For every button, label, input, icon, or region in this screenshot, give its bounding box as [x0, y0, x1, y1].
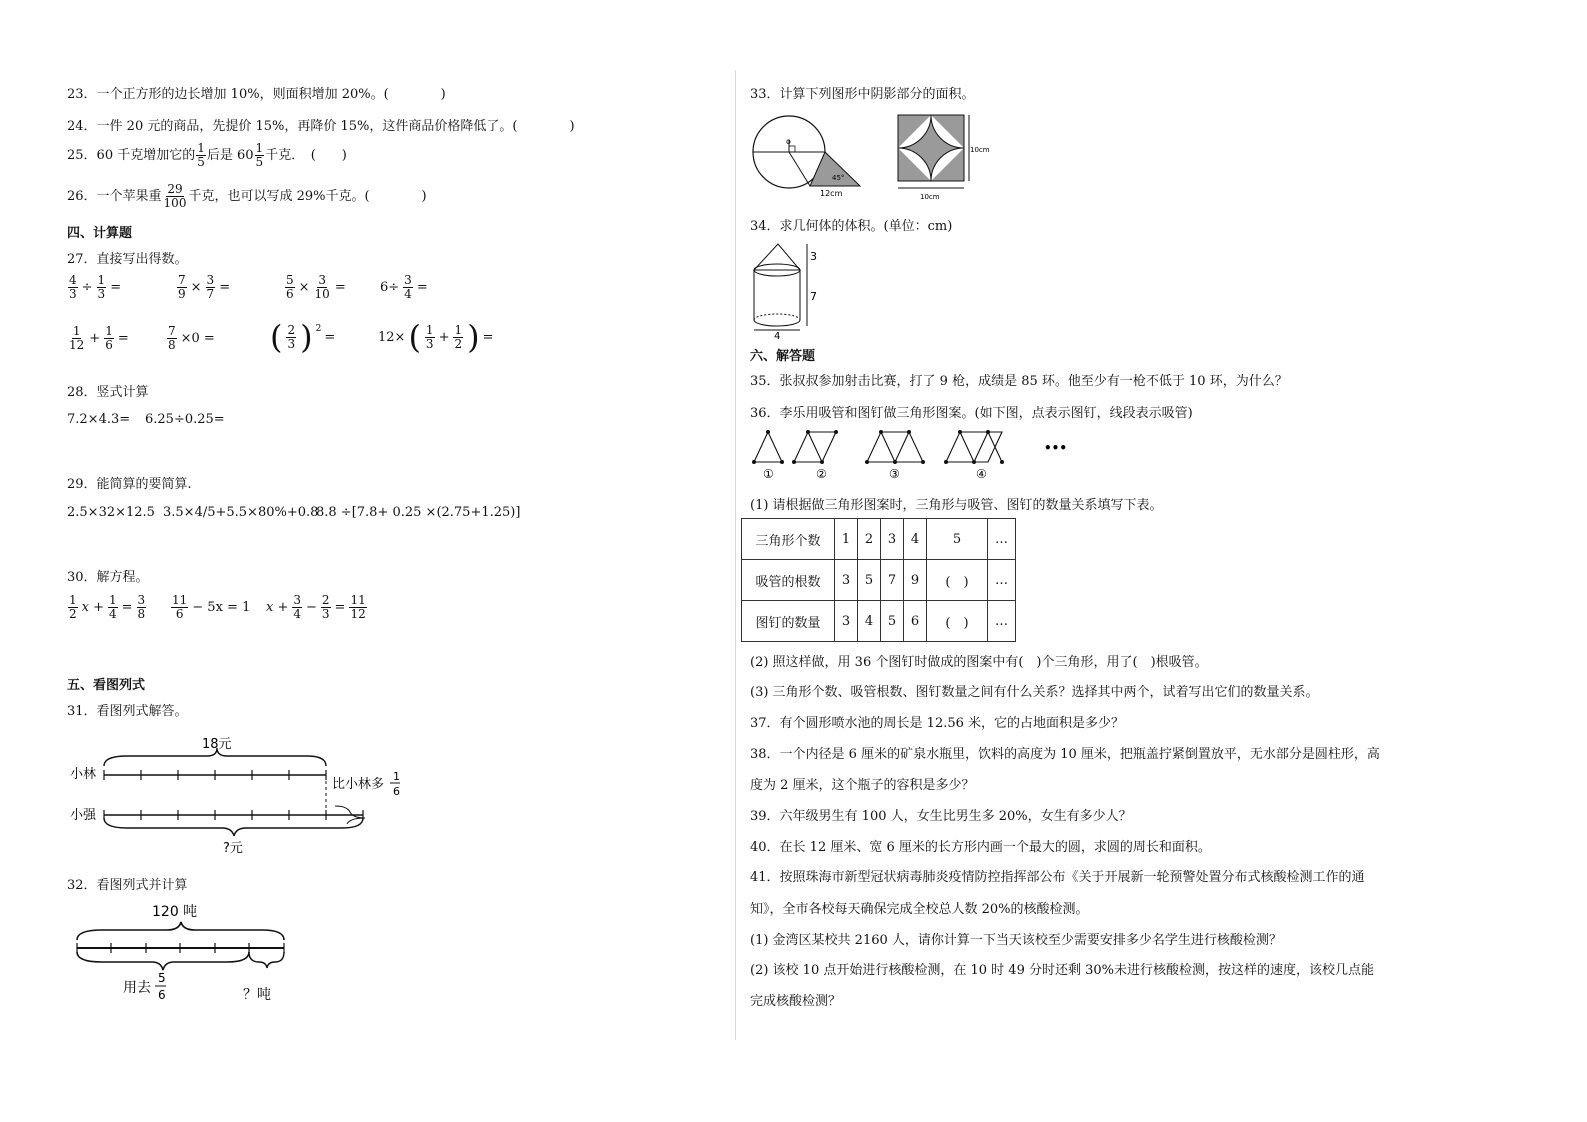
svg-text:②: ② — [816, 467, 827, 481]
question-41-2-cont: 完成核酸检测？ — [750, 994, 842, 1009]
svg-text:18元: 18元 — [202, 737, 232, 752]
question-36-2: (2) 照这样做，用 36 个图钉时做成的图案中有( )个三角形，用了( )根吸管。 — [750, 655, 1208, 670]
svg-text:7: 7 — [810, 290, 817, 303]
svg-text:？吨: ？吨 — [243, 987, 271, 1003]
calc-item-d: 6÷ $\frac{3}{4}$ = — [380, 273, 428, 301]
equation-b: $\frac{11}{6}$ − 5x = 1 — [172, 593, 251, 621]
calc-item-h: 12× ( $\frac{1}{3}$ + $\frac{1}{2}$ ) = — [378, 318, 494, 356]
svg-text:10cm: 10cm — [920, 193, 940, 201]
question-38: 38．一个内径是 6 厘米的矿泉水瓶里，饮料的高度为 10 厘米，把瓶盖拧紧倒置放平，无水部分是圆柱形，高 — [750, 747, 1380, 762]
question-25: 25．60 千克增加它的 $\frac{1}{5}$ 后是 60 $\frac{1}{5}$ 千克． ( ) — [67, 141, 347, 169]
svg-text:1: 1 — [393, 770, 400, 783]
svg-text:小强: 小强 — [70, 808, 97, 823]
question-27: 27．直接写出得数。 — [67, 252, 188, 267]
svg-text:①: ① — [763, 467, 774, 481]
fraction: $\frac{29}{100}$ — [163, 182, 187, 210]
segment-diagram-31 — [67, 730, 427, 860]
equation-a: $\frac{1}{2}$ x + $\frac{1}{4}$ = $\frac{3}{8}$ — [69, 593, 146, 621]
svg-text:4: 4 — [774, 331, 781, 340]
calc-item-f: $\frac{7}{8}$ ×0 = — [168, 324, 215, 352]
svg-text:3: 3 — [810, 250, 817, 263]
question-26: 26．一个苹果重 $\frac{29}{100}$ 千克，也可以写成 29%千克。( ) — [67, 182, 427, 210]
cone-cylinder-figure — [752, 240, 822, 340]
question-36-3: (3) 三角形个数、吸管根数、图钉数量之间有什么关系？选择其中两个，试着写出它们的数量关系。 — [750, 685, 1319, 700]
calc-item-a: $\frac{4}{3}$ ÷ $\frac{1}{3}$ = — [69, 273, 122, 301]
question-28: 28．竖式计算 — [67, 385, 149, 400]
svg-text:6: 6 — [393, 785, 400, 798]
question-33: 33．计算下列图形中阴影部分的面积。 — [750, 87, 975, 102]
svg-text:6: 6 — [158, 988, 166, 1002]
question-37: 37．有个圆形喷水池的周长是 12.56 米，它的占地面积是多少？ — [750, 716, 1125, 731]
question-41-2: (2) 该校 10 点开始进行核酸检测，在 10 时 49 分时还剩 30%未进行核酸检测，按这样的速度，该校几点能 — [750, 963, 1374, 978]
table-row: 吸管的根数 3 5 7 9 ( ) … — [742, 560, 1016, 601]
question-29: 29．能简算的要简算. — [67, 477, 192, 492]
calc-item-g: ( $\frac{2}{3}$ ) $^2$ = — [270, 318, 336, 356]
svg-text:比小林多: 比小林多 — [332, 777, 385, 792]
question-31: 31．看图列式解答。 — [67, 704, 188, 719]
question-35: 35．张叔叔参加射击比赛，打了 9 枪，成绩是 85 环。他至少有一枪不低于 10 环，为什么？ — [750, 374, 1288, 389]
q28-item: 7.2×4.3= — [67, 412, 131, 427]
q28-item: 6.25÷0.25= — [145, 412, 225, 427]
fraction: $\frac{1}{5}$ — [197, 141, 205, 169]
svg-text:用去: 用去 — [123, 980, 151, 996]
question-30: 30．解方程。 — [67, 570, 149, 585]
question-41: 41．按照珠海市新型冠状病毒肺炎疫情防控指挥部公布《关于开展新一轮预警处置分布式核酸检测工作的通 — [750, 870, 1365, 885]
question-32: 32．看图列式并计算 — [67, 878, 188, 893]
equation-c: x + $\frac{3}{4}$ − $\frac{2}{3}$ = $\frac{11}{12}$ — [266, 593, 366, 621]
svg-text:10cm: 10cm — [970, 146, 990, 154]
triangle-data-table — [741, 518, 1016, 642]
question-39: 39．六年级男生有 100 人，女生比男生多 20%，女生有多少人？ — [750, 809, 1132, 824]
svg-text:•••: ••• — [1044, 441, 1068, 455]
svg-text:o: o — [786, 137, 791, 146]
section-4-heading: 四、计算题 — [67, 226, 133, 241]
svg-text:12cm: 12cm — [820, 189, 843, 198]
svg-text:③: ③ — [889, 467, 900, 481]
question-24: 24．一件 20 元的商品，先提价 15%，再降价 15%，这件商品价格降低了。( ) — [67, 119, 575, 134]
section-6-heading: 六、解答题 — [750, 349, 816, 364]
question-34: 34．求几何体的体积。(单位：cm) — [750, 219, 953, 234]
question-23: 23．一个正方形的边长增加 10%，则面积增加 20%。( ) — [67, 87, 446, 102]
question-36-1: (1) 请根据做三角形图案时，三角形与吸管、图钉的数量关系填写下表。 — [750, 498, 1163, 513]
q29-item: 8.8 ÷[7.8+ 0.25 ×(2.75+1.25)] — [316, 505, 521, 520]
segment-diagram-32 — [67, 900, 307, 1015]
calc-item-c: $\frac{5}{6}$ × $\frac{3}{10}$ = — [286, 273, 346, 301]
table-row: 三角形个数 1 2 3 4 5 … — [742, 519, 1016, 560]
calc-item-b: $\frac{7}{9}$ × $\frac{3}{7}$ = — [178, 273, 231, 301]
shaded-area-figures — [752, 110, 1002, 202]
column-divider — [735, 70, 736, 1040]
table-row: 图钉的数量 3 4 5 6 ( ) … — [742, 601, 1016, 642]
question-41-1: (1) 金湾区某校共 2160 人，请你计算一下当天该校至少需要安排多少名学生进行核酸检测？ — [750, 933, 1282, 948]
svg-text:120 吨: 120 吨 — [152, 904, 198, 920]
svg-text:?元: ?元 — [223, 841, 243, 856]
section-5-heading: 五、看图列式 — [67, 678, 146, 693]
question-41-cont: 知》，全市各校每天确保完成全校总人数 20%的核酸检测。 — [750, 902, 1089, 917]
q29-item: 2.5×32×12.5 — [67, 505, 155, 520]
svg-text:小林: 小林 — [70, 767, 97, 782]
calc-item-e: $\frac{1}{12}$ + $\frac{1}{6}$ = — [69, 324, 129, 352]
question-40: 40．在长 12 厘米、宽 6 厘米的长方形内画一个最大的圆，求圆的周长和面积。 — [750, 840, 1211, 855]
fraction: $\frac{1}{5}$ — [255, 141, 264, 169]
svg-text:5: 5 — [158, 971, 166, 985]
question-36: 36．李乐用吸管和图钉做三角形图案。(如下图，点表示图钉，线段表示吸管) — [750, 406, 1193, 421]
triangle-pattern-figure — [748, 428, 1078, 483]
question-38-cont: 度为 2 厘米，这个瓶子的容积是多少？ — [750, 778, 975, 793]
svg-text:45°: 45° — [832, 174, 845, 182]
svg-text:④: ④ — [976, 467, 987, 481]
q29-item: 3.5×4/5+5.5×80%+0.8 — [163, 505, 319, 520]
